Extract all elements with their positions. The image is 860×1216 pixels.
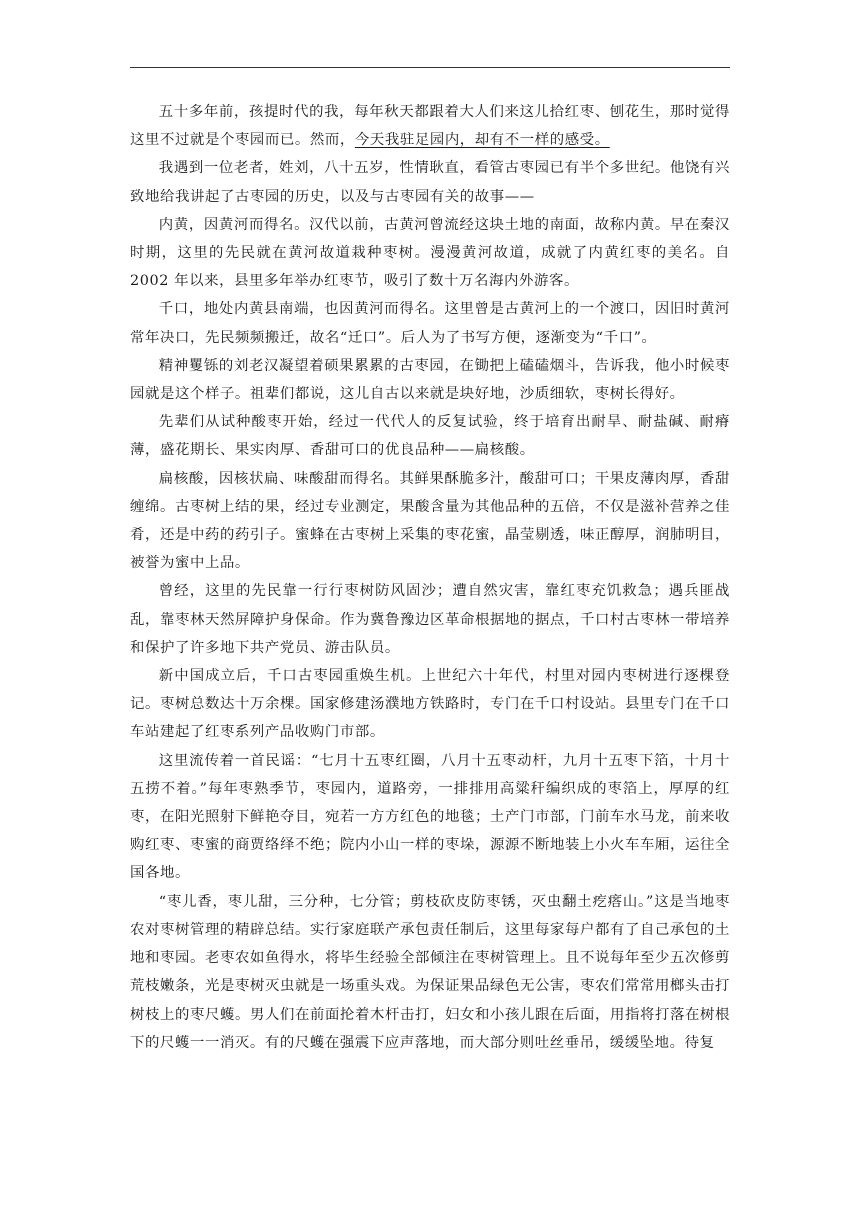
paragraph-2: 我遇到一位老者，姓刘，八十五岁，性情耿直，看管古枣园已有半个多世纪。他饶有兴致地给我讲起了古枣园的历史，以及与古枣园有关的故事——	[130, 160, 730, 205]
paragraph-10: 这里流传着一首民谣：“七月十五枣红圈，八月十五枣动杆，九月十五枣下箔，十月十五捞不着。”每年枣熟季节，枣园内，道路旁，一排排用高粱秆编织成的枣箔上，厚厚的红枣，在阳光照射下鲜艳夺目，宛若一方方红色的地毯；土产门市部，门前车水马龙，前来收购红枣、枣蜜的商贾络绎不绝；院内小山一样的枣垛，源源不断地装上小火车车厢，运往全国各地。	[130, 752, 730, 882]
paragraph-4: 千口，地处内黄县南端，也因黄河而得名。这里曾是古黄河上的一个渡口，因旧时黄河常年决口，先民频频搬迁，故名“迁口”。后人为了书写方便，逐渐变为“千口”。	[130, 301, 730, 346]
paragraph-1-text: 五十多年前，孩提时代的我，每年秋天都跟着大人们来这儿拾红枣、刨花生，那时觉得这里不过就是个枣园而已。然而，	[130, 104, 730, 149]
paragraph-9: 新中国成立后，千口古枣园重焕生机。上世纪六十年代，村里对园内枣树进行逐棵登记。枣树总数达十万余棵。国家修建汤濮地方铁路时，专门在千口村设站。县里专门在千口车站建起了红枣系列产品收购门市部。	[130, 668, 730, 741]
paragraph-11: “枣儿香，枣儿甜，三分种，七分管；剪枝砍皮防枣锈，灭虫翻土疙瘩山。”这是当地枣农对枣树管理的精辟总结。实行家庭联产承包责任制后，这里每家每户都有了自己承包的土地和枣园。老枣农如鱼得水，将毕生经验全部倾注在枣树管理上。且不说每年至少五次修剪荒枝嫩条，光是枣树灭虫就是一场重头戏。为保证果品绿色无公害，枣农们常常用榔头击打树枝上的枣尺蠖。男人们在前面抡着木杆击打，妇女和小孩儿跟在后面，用指将打落在树根下的尺蠖一一消灭。有的尺蠖在强震下应声落地，而大部分则吐丝垂吊，缓缓坠地。待复	[130, 893, 730, 1051]
underlined-sentence: 今天我驻足园内，却有不一样的感受。	[354, 132, 610, 149]
paragraph-1	[130, 98, 730, 154]
paragraph-6: 先辈们从试种酸枣开始，经过一代代人的反复试验，终于培育出耐旱、耐盐碱、耐瘠薄，盛花期长、果实肉厚、香甜可口的优良品种——扁核酸。	[130, 414, 730, 459]
paragraph-5: 精神矍铄的刘老汉凝望着硕果累累的古枣园，在锄把上磕磕烟斗，告诉我，他小时候枣园就是这个样子。祖辈们都说，这儿自古以来就是块好地，沙质细软，枣树长得好。	[130, 357, 730, 403]
header-rule	[130, 67, 730, 68]
paragraph-8: 曾经，这里的先民靠一行行枣树防风固沙；遭自然灾害，靠红枣充饥救急；遇兵匪战乱，靠枣林天然屏障护身保命。作为冀鲁豫边区革命根据地的据点，千口村古枣林一带培养和保护了许多地下共产党员、游击队员。	[130, 583, 730, 656]
paragraph-3: 内黄，因黄河而得名。汉代以前，古黄河曾流经这块土地的南面，故称内黄。早在秦汉时期，这里的先民就在黄河故道栽种枣树。漫漫黄河故道，成就了内黄红枣的美名。自 2002 年以来，县里多年举办红枣节，吸引了数十万名海内外游客。	[130, 216, 730, 290]
article-body	[130, 98, 730, 1057]
paragraph-7: 扁核酸，因核状扁、味酸甜而得名。其鲜果酥脆多汁，酸甜可口；干果皮薄肉厚，香甜缠绵。古枣树上结的果，经过专业测定，果酸含量为其他品种的五倍，不仅是滋补营养之佳肴，还是中药的药引子。蜜蜂在古枣树上采集的枣花蜜，晶莹剔透，味正醇厚，润肺明目，被誉为蜜中上品。	[130, 470, 730, 572]
